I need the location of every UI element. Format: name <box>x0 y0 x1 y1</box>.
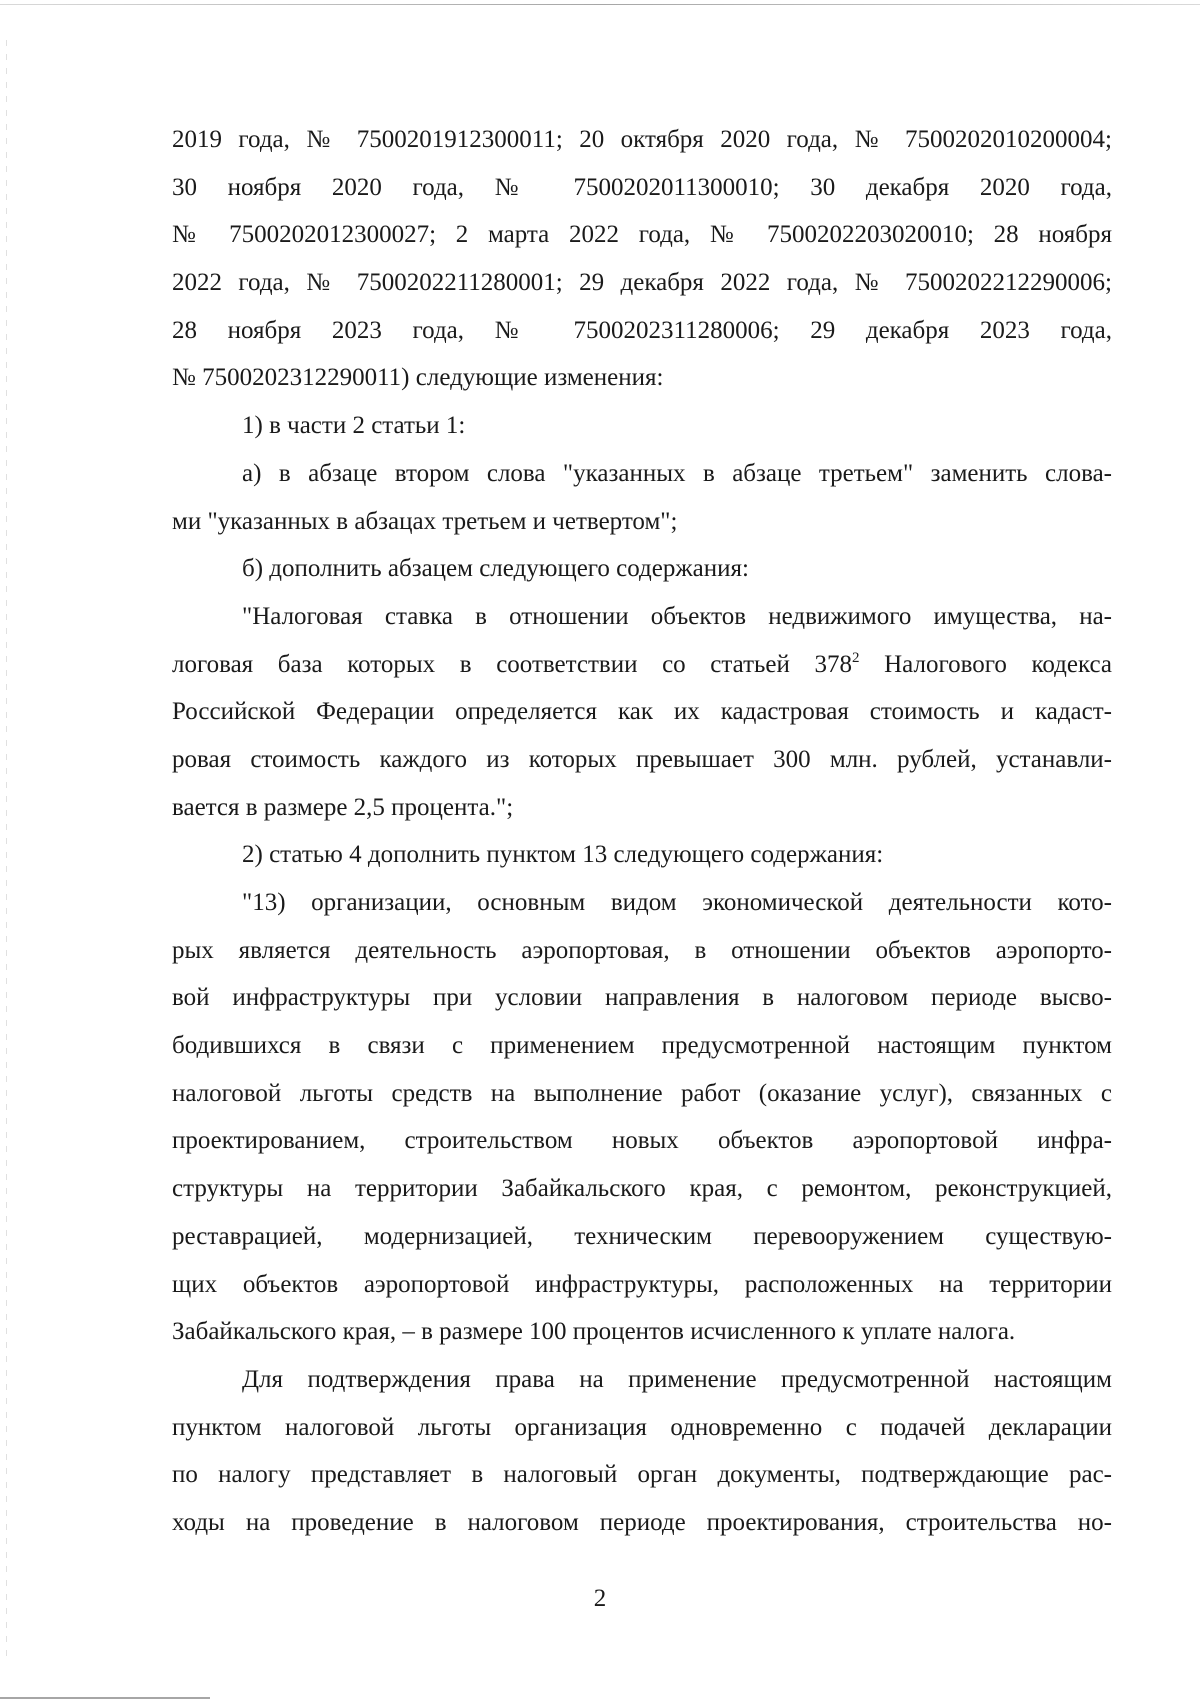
text-line-with-superscript <box>172 641 1112 689</box>
text-line: Забайкальского края, – в размере 100 процентов исчисленного к уплате налога. <box>172 1318 1016 1346</box>
text-line: по налогу представляет в налоговый орган документы, подтверждающие рас- <box>172 1461 1112 1489</box>
text-line: ровая стоимость каждого из которых превышает 300 млн. рублей, устанавли- <box>172 745 1112 773</box>
scan-edge-bottom <box>0 1697 210 1699</box>
list-item: 2) статью 4 дополнить пунктом 13 следующего содержания: <box>242 841 884 869</box>
text-line: щих объектов аэропортовой инфраструктуры, расположенных на территории <box>172 1270 1112 1298</box>
text-line: ходы на проведение в налоговом периоде проектирования, строительства но- <box>172 1508 1112 1536</box>
text-fragment: логовая база которых в соответствии со статьей 378 <box>172 650 852 678</box>
text-line: пунктом налоговой льготы организация одновременно с подачей декларации <box>172 1413 1112 1441</box>
text-line: а) в абзаце втором слова "указанных в абзаце третьем" заменить слова- <box>242 459 1112 487</box>
text-line: ми "указанных в абзацах третьем и четвертом"; <box>172 507 678 535</box>
text-line: "13) организации, основным видом экономической деятельности кото- <box>242 889 1112 916</box>
text-fragment: Налогового кодекса <box>859 650 1112 678</box>
scan-edge-left <box>6 40 7 1660</box>
text-line: 2019 года, № 7500201912300011; 20 октября 2020 года, № 7500202010200004; <box>172 126 1112 153</box>
text-line: 2022 года, № 7500202211280001; 29 декабря 2022 года, № 7500202212290006; <box>172 269 1112 297</box>
scan-edge-top <box>0 4 1200 5</box>
page-number: 2 <box>593 1585 607 1612</box>
text-line: 30 ноября 2020 года, № 7500202011300010; 30 декабря 2020 года, <box>172 173 1112 201</box>
text-line: № 7500202312290011) следующие изменения: <box>172 364 664 392</box>
body-text <box>172 116 1112 1547</box>
text-line: налоговой льготы средств на выполнение работ (оказание услуг), связанных с <box>172 1079 1112 1107</box>
text-line: Для подтверждения права на применение предусмотренной настоящим <box>242 1365 1112 1393</box>
text-line: вается в размере 2,5 процента."; <box>172 793 514 821</box>
superscript: 2 <box>852 649 860 666</box>
text-line: вой инфраструктуры при условии направления в налоговом периоде высво- <box>172 984 1112 1012</box>
text-line: рых является деятельность аэропортовая, в отношении объектов аэропорто- <box>172 936 1112 964</box>
text-line: Российской Федерации определяется как их кадастровая стоимость и кадаст- <box>172 698 1112 726</box>
list-item: 1) в части 2 статьи 1: <box>242 412 466 440</box>
text-line: № 7500202012300027; 2 марта 2022 года, № 7500202203020010; 28 ноября <box>172 221 1112 249</box>
text-line: структуры на территории Забайкальского края, с ремонтом, реконструкцией, <box>172 1175 1112 1203</box>
text-line: "Налоговая ставка в отношении объектов недвижимого имущества, на- <box>242 602 1112 630</box>
text-line: реставрацией, модернизацией, техническим перевооружением существую- <box>172 1222 1112 1250</box>
text-line: б) дополнить абзацем следующего содержания: <box>242 555 749 583</box>
text-line: бодившихся в связи с применением предусмотренной настоящим пунктом <box>172 1032 1112 1060</box>
text-line: проектированием, строительством новых объектов аэропортовой инфра- <box>172 1127 1112 1155</box>
text-line: 28 ноября 2023 года, № 7500202311280006; 29 декабря 2023 года, <box>172 316 1112 344</box>
